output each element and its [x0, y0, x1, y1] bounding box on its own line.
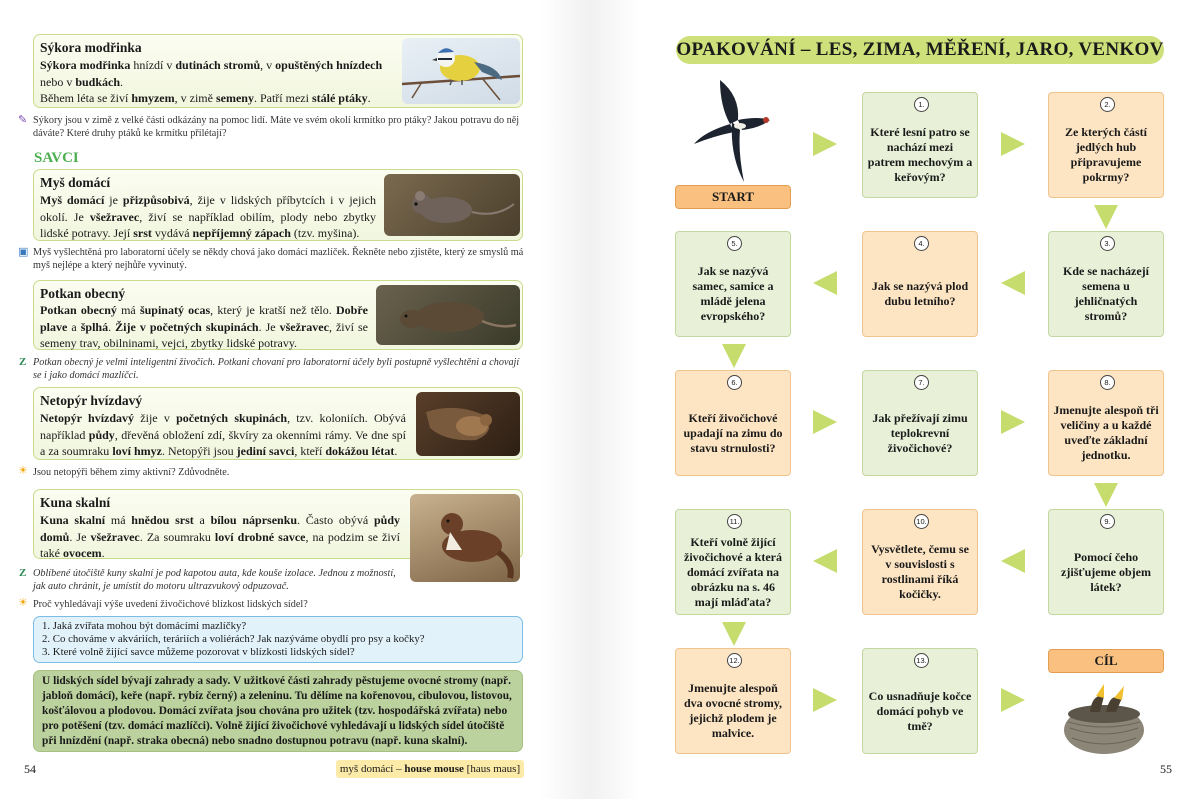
tile-number: 6. — [727, 375, 742, 390]
question-tile-4 — [862, 231, 978, 337]
tile-number: 9. — [1100, 514, 1115, 529]
question-tile-13 — [862, 648, 978, 754]
vocab-en: house mouse — [404, 763, 464, 775]
arrow-down-icon — [1092, 481, 1120, 509]
start-label: START — [675, 185, 791, 209]
question-1: 1. Jaká zvířata mohou být domácími mazlíčky? — [42, 620, 247, 632]
kuna-text: Kuna skalní má hnědou srst a bílou náprsenku. Často obývá půdy domů. Je všežravec. Za soumraku loví drobné savce, na podzim se živí také ovocem. — [40, 513, 401, 560]
arrow-right-icon — [999, 130, 1027, 158]
arrow-right-icon — [811, 130, 839, 158]
question-tile-5 — [675, 231, 791, 337]
sykora-note: Sýkory jsou v zimě z velké části odkázány na pomoc lidí. Máte ve svém okolí krmítko pro ptáky? Jakou potravu do něj dáváte? Které druhy ptáků ke krmítku přilétají? — [33, 115, 520, 139]
question-tile-11 — [675, 509, 791, 615]
sun-icon: ☀ — [18, 465, 28, 477]
brown-rat-photo — [376, 285, 520, 345]
blue-tit-photo — [402, 38, 520, 104]
section-title-savci: SAVCI — [34, 150, 79, 166]
tile-number: 5. — [727, 236, 742, 251]
tile-question: Kteří živočichové upadají na zimu do stavu strnulosti? — [683, 410, 783, 455]
tile-number: 1. — [914, 97, 929, 112]
blizkost-question: Proč vyhledávají výše uvedení živočichové blízkost lidských sídel? — [33, 599, 308, 610]
tile-number: 8. — [1100, 375, 1115, 390]
tile-number: 7. — [914, 375, 929, 390]
netopyr-box — [33, 387, 523, 460]
tile-question: Vysvětlete, čemu se v souvislosti s rostlinami říká kočičky. — [871, 542, 969, 601]
mys-note: Myš vyšlechtěná pro laboratorní účely se někdy chová jako domácí mazlíček. Řekněte nebo zjistěte, který ze smyslů má myš nejlépe a který nejhůře vyvinutý. — [33, 247, 524, 271]
arrow-down-icon — [720, 620, 748, 648]
sun-icon: ☀ — [18, 597, 28, 609]
question-2: 2. Co chováme v akváriích, teráriích a voliérách? Jak nazýváme obydlí pro psy a kočky? — [42, 633, 425, 645]
kuna-title: Kuna skalní — [40, 495, 111, 510]
book-gutter — [540, 0, 640, 799]
vocab-cz: myš domácí – — [339, 763, 405, 775]
question-tile-7 — [862, 370, 978, 476]
arrow-down-icon — [1092, 203, 1120, 231]
arrow-down-icon — [720, 342, 748, 370]
arrow-right-icon — [811, 686, 839, 714]
tile-question: Ze kterých částí jedlých hub připravujeme pokrmy? — [1065, 125, 1147, 184]
vocabulary-strip — [336, 760, 524, 778]
tile-question: Jmenujte alespoň tři veličiny a u každé uveďte základní jednotku. — [1053, 403, 1159, 462]
tile-question: Pomocí čeho zjišťujeme objem látek? — [1061, 549, 1151, 594]
tile-question: Jak přežívají zimu teplokrevní živočichové? — [872, 410, 968, 455]
z-icon: Z — [19, 356, 27, 368]
tile-question: Jak se nazývá samec, samice a mládě jelena evropského? — [692, 264, 774, 323]
left-page — [0, 0, 540, 799]
potkan-title: Potkan obecný — [40, 286, 126, 301]
mys-title: Myš domácí — [40, 175, 111, 190]
page-number: 55 — [1160, 762, 1172, 776]
finish-label: CÍL — [1048, 649, 1164, 673]
tile-question: Které lesní patro se nachází mezi patrem mechovým a keřovým? — [867, 125, 973, 184]
tile-number: 12. — [727, 653, 742, 668]
bird-nest-picture — [1060, 678, 1148, 758]
netopyr-text: Netopýr hvízdavý žije v početných skupinách, tzv. koloniích. Obývá například půdy, dřevěná obložení zdí, škvíry za okenními rámy. Ve dne spí a za soumraku loví hmyz. Netopýři jsou jediní savci, kteří dokážou létat. — [40, 411, 407, 458]
questions-box — [33, 616, 523, 663]
question-tile-6 — [675, 370, 791, 476]
z-icon: Z — [19, 567, 27, 579]
tile-question: Jak se nazývá plod dubu letního? — [871, 279, 969, 308]
tile-number: 3. — [1100, 236, 1115, 251]
potkan-note: Potkan obecný je velmi inteligentní živočich. Potkani chovaní pro laboratorní účely byli postupně vyšlechtěni a chovají se i jako domácí mazlíčci. — [33, 357, 520, 381]
summary-box — [33, 670, 523, 752]
arrow-right-icon — [811, 408, 839, 436]
potkan-box — [33, 280, 523, 350]
sykora-title: Sýkora modřinka — [40, 40, 142, 55]
question-tile-2 — [1048, 92, 1164, 198]
sykora-box — [33, 34, 523, 108]
swallow-picture — [690, 76, 774, 184]
question-tile-3 — [1048, 231, 1164, 337]
computer-icon: ▣ — [18, 246, 29, 258]
kuna-note: Oblíbené útočiště kuny skalní je pod kapotou auta, kde kouše izolace. Jednou z možností, jak auto chránit, je umístit do motoru ultrazvukový odpuzovač. — [33, 568, 396, 592]
arrow-right-icon — [999, 408, 1027, 436]
tile-number: 11. — [727, 514, 742, 529]
arrow-left-icon — [999, 269, 1027, 297]
page-number: 54 — [24, 762, 36, 776]
netopyr-note: Jsou netopýři během zimy aktivní? Zdůvodněte. — [33, 467, 230, 478]
arrow-left-icon — [999, 547, 1027, 575]
summary-text: U lidských sídel bývají zahrady a sady. V užitkové části zahrady pěstujeme ovocné stromy (např. jabloň domácí), keře (např. rybíz černý) a zeleninu. Tu dělíme na kořenovou, cibulovou, listovou, košťálovou a plodovou. Domácí zvířata jsou chována pro užitek (tzv. hospodářská zvířata) nebo pro potěšení (tzv. domácí mazlíčci). Volně žijící živočichové vyhledávají u lidských sídel útočiště při hnízdění (např. straka obecná) nebo snadno dostupnou potravu (např. kuna skalní). — [42, 675, 512, 747]
arrow-left-icon — [811, 547, 839, 575]
research-icon: ✎ — [18, 114, 28, 126]
stone-marten-photo — [410, 494, 520, 582]
question-tile-10 — [862, 509, 978, 615]
page-title: OPAKOVÁNÍ – LES, ZIMA, MĚŘENÍ, JARO, VENKOV — [676, 36, 1164, 64]
arrow-right-icon — [999, 686, 1027, 714]
potkan-text: Potkan obecný má šupinatý ocas, který je kratší než tělo. Dobře plave a šplhá. Žije v početných skupinách. Je všežravec, živí se semeny trav, obilninami, vejci, zbytky lidské potravy. — [40, 303, 369, 350]
question-tile-8 — [1048, 370, 1164, 476]
tile-number: 2. — [1100, 97, 1115, 112]
tile-question: Co usnadňuje kočce domácí pohyb ve tmě? — [868, 688, 972, 733]
tile-number: 4. — [914, 236, 929, 251]
tile-question: Kteří volně žijící živočichové a která domácí zvířata na obrázku na s. 46 mají mláďata? — [684, 534, 782, 609]
mys-text: Myš domácí je přizpůsobivá, žije v lidských příbytcích i v jejich okolí. Je všežravec, živí se například obilím, plody nebo zbytky lidské potravy. Její srst vydává nepříjemný zápach (tzv. myšina). — [40, 193, 376, 240]
bat-photo — [416, 392, 520, 456]
vocab-pron: [haus maus] — [463, 763, 521, 775]
question-tile-1 — [862, 92, 978, 198]
tile-number: 13. — [914, 653, 929, 668]
sykora-text: Sýkora modřinka hnízdí v dutinách stromů, v opuštěných hnízdech nebo v budkách. Během léta se živí hmyzem, v zimě semeny. Patří mezi stálé ptáky. — [40, 58, 383, 105]
arrow-left-icon — [811, 269, 839, 297]
mys-box — [33, 169, 523, 241]
tile-question: Jmenujte alespoň dva ovocné stromy, jejichž plodem je malvice. — [683, 681, 783, 740]
tile-question: Kde se nacházejí semena u jehličnatých stromů? — [1063, 264, 1149, 323]
question-tile-9 — [1048, 509, 1164, 615]
tile-number: 10. — [914, 514, 929, 529]
house-mouse-photo — [384, 174, 520, 236]
question-tile-12 — [675, 648, 791, 754]
question-3: 3. Které volně žijící savce můžeme pozorovat v blízkosti lidských sídel? — [42, 646, 355, 658]
netopyr-title: Netopýr hvízdavý — [40, 393, 143, 408]
